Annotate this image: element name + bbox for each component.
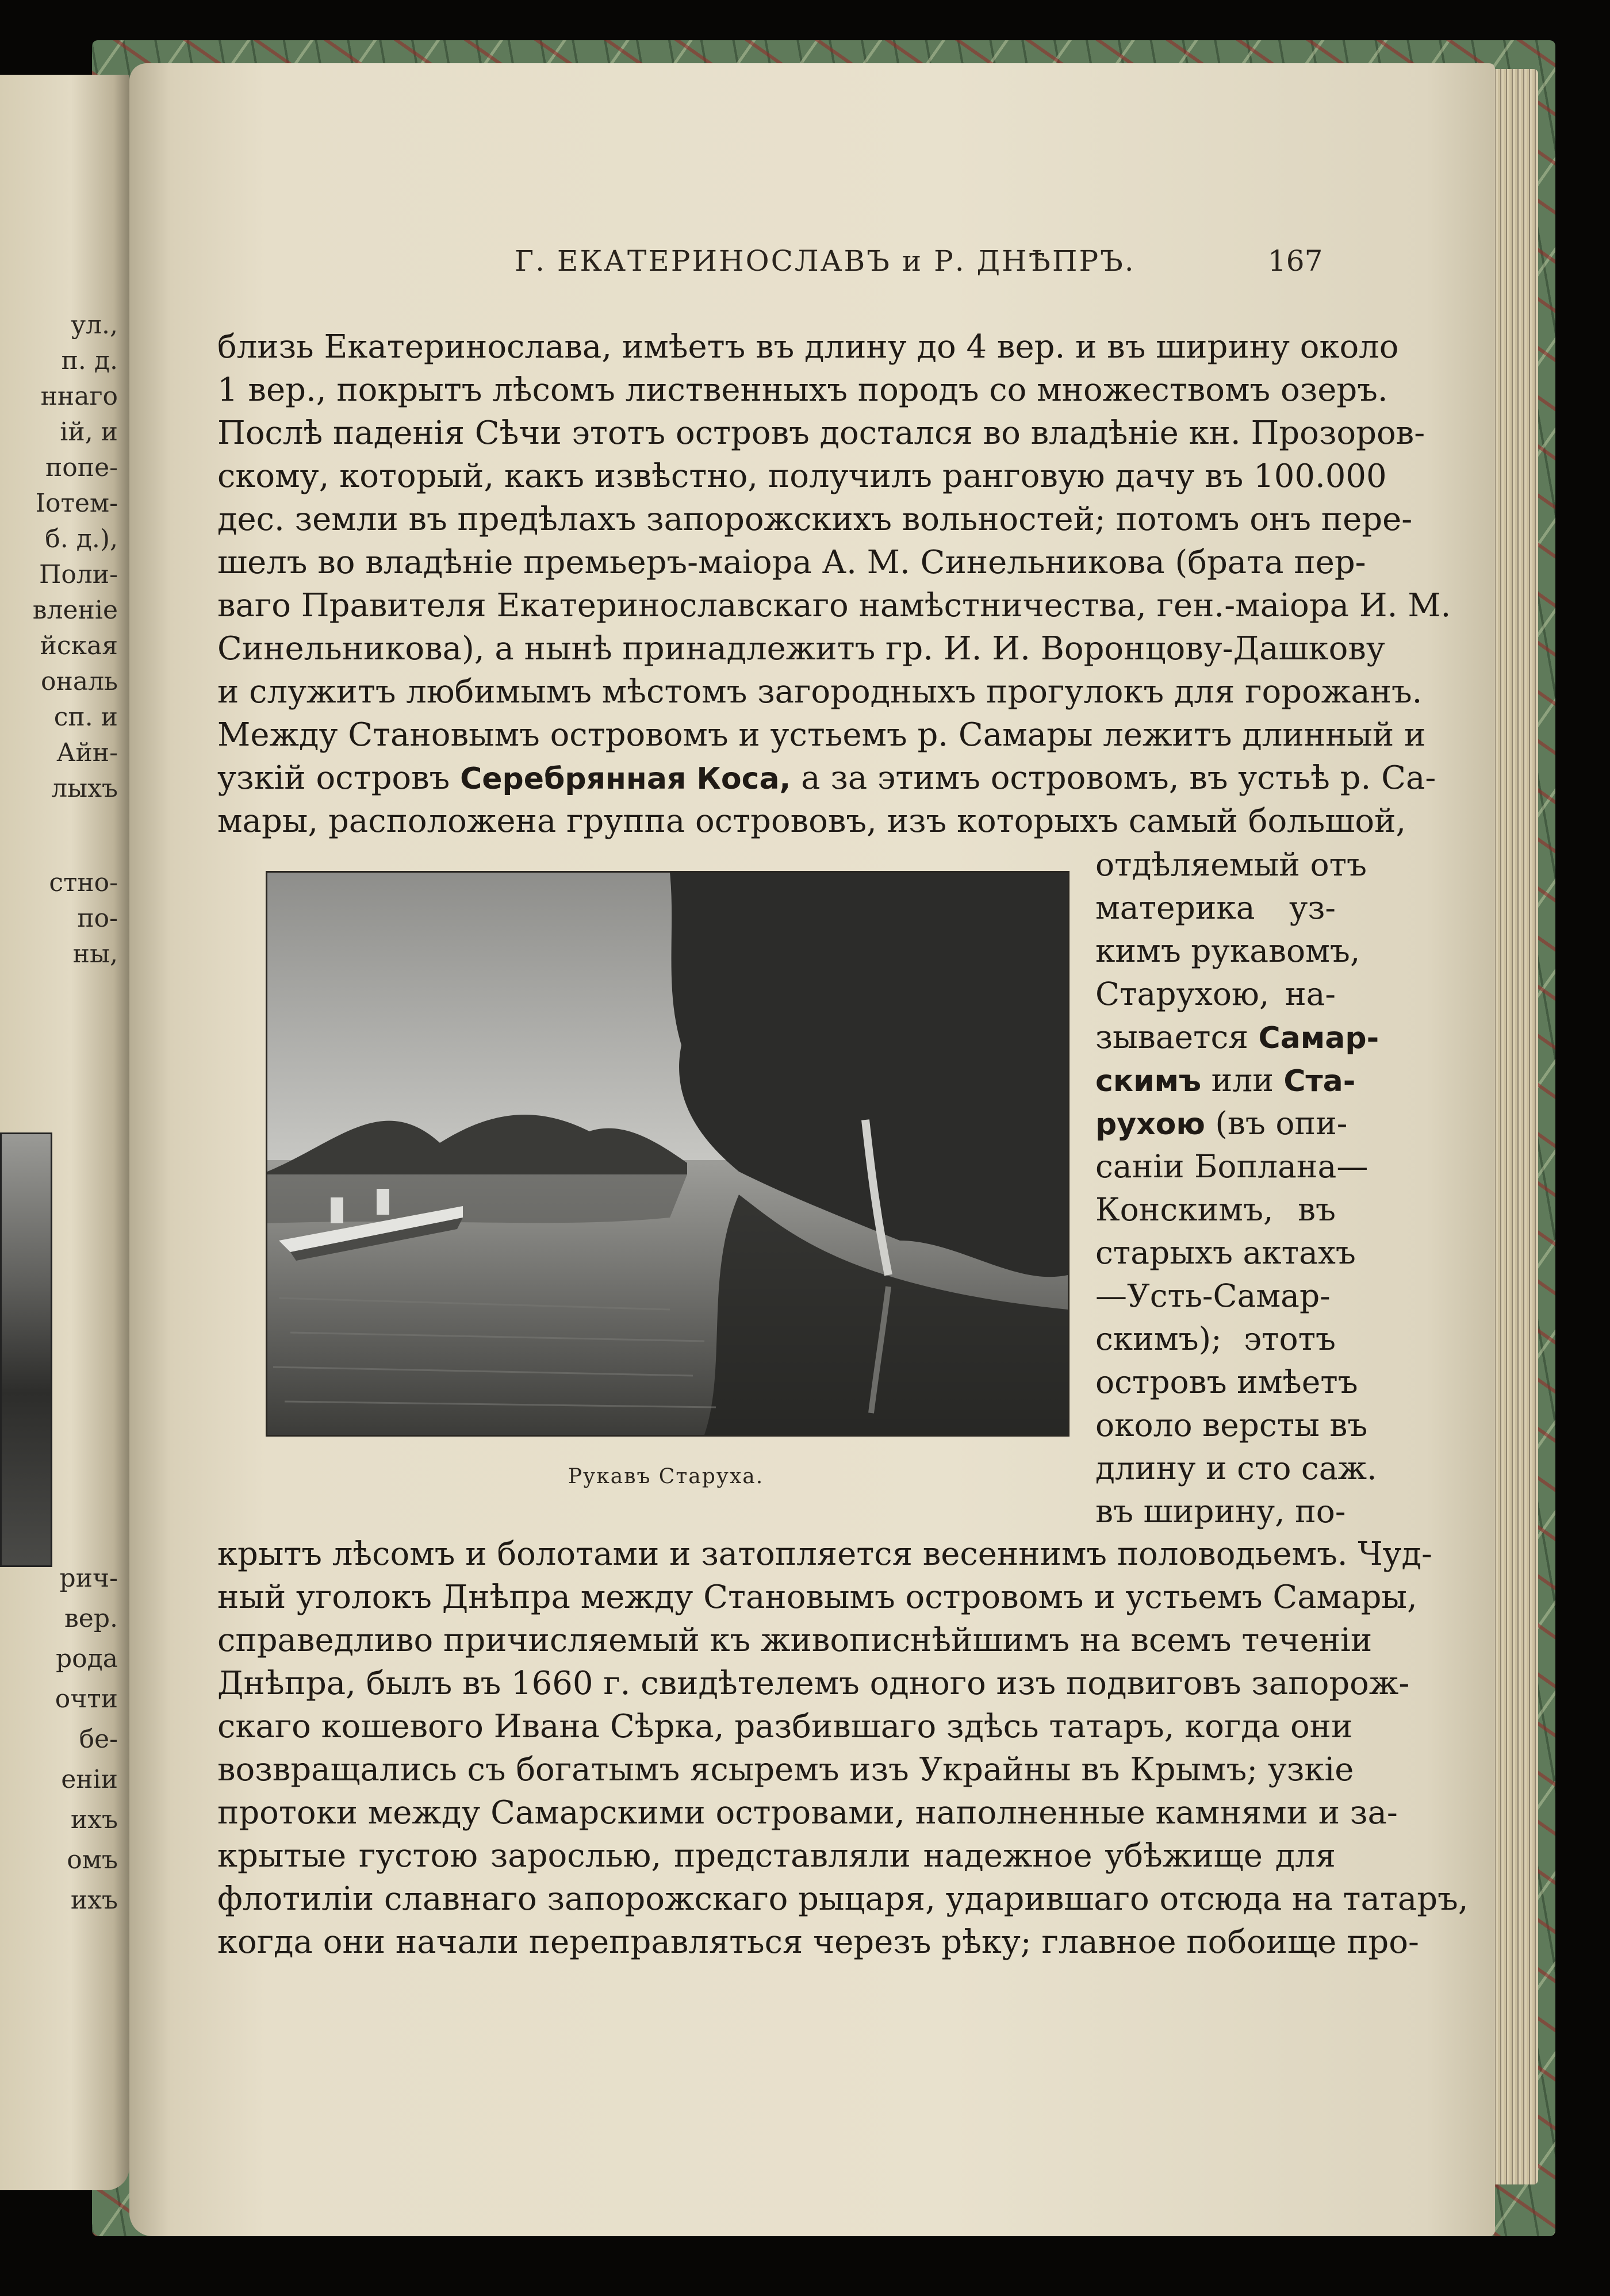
body-line: Между Становымъ островомъ и устьемъ р. Самары лежитъ длинный и [217, 716, 1426, 754]
bold-term-samarskim-end: скимъ [1095, 1064, 1202, 1099]
body-line: протоки между Самарскими островами, наполненные камнями и за- [217, 1794, 1398, 1832]
left-fragment: б. д.), [45, 524, 118, 554]
left-fragment: вленіе [32, 596, 118, 625]
left-fragment: ональ [41, 667, 118, 696]
left-fragment: п. д. [61, 346, 118, 375]
side-line: материка уз- [1095, 889, 1336, 926]
side-line: старыхъ актахъ [1095, 1234, 1356, 1271]
left-fragment: Іотем- [35, 489, 118, 518]
bold-term-serebryannaya-kosa: Серебрянная Коса, [460, 762, 791, 796]
bold-term-samarskim: Самар- [1258, 1021, 1379, 1055]
left-fragment: ихъ [70, 1805, 118, 1834]
left-fragment: попе- [45, 453, 118, 482]
body-line: возвращались съ богатымъ ясыремъ изъ Украйны въ Крымъ; узкіе [217, 1751, 1354, 1788]
side-line: саніи Боплана— [1095, 1148, 1368, 1185]
side-line: островъ имѣетъ [1095, 1364, 1358, 1400]
body-line: скому, который, какъ извѣстно, получилъ ранговую дачу въ 100.000 [217, 458, 1387, 495]
left-fragment: йская [40, 631, 118, 661]
side-line [1095, 1102, 1348, 1145]
side-text: зывается [1095, 1019, 1249, 1055]
left-fragment: Айн- [56, 738, 118, 767]
left-fragment: по- [77, 904, 118, 933]
body-line: дес. земли въ предѣлахъ запорожскихъ вольностей; потомъ онъ пере- [217, 501, 1413, 538]
left-fragment: Поли- [39, 560, 118, 589]
side-text: или [1211, 1062, 1274, 1099]
left-fragment: ны, [72, 939, 118, 969]
left-fragment: ул., [71, 310, 118, 340]
side-line [1095, 1016, 1379, 1058]
body-line: и служитъ любимымъ мѣстомъ загородныхъ прогулокъ для горожанъ. [217, 673, 1423, 711]
body-line: Днѣпра, былъ въ 1660 г. свидѣтелемъ одного изъ подвиговъ запорож- [217, 1665, 1410, 1702]
body-line: Послѣ паденія Сѣчи этотъ островъ достался во владѣніе кн. Прозоров- [217, 414, 1425, 452]
left-fragment: рич- [59, 1564, 118, 1593]
left-fragment: еніи [61, 1765, 118, 1794]
bold-term-starukhoyu: Ста- [1283, 1064, 1356, 1099]
side-line: —Усть-Самар- [1095, 1277, 1331, 1314]
river-photo [266, 871, 1070, 1437]
body-line: близь Екатеринослава, имѣетъ въ длину до 4 вер. и въ ширину около [217, 328, 1399, 366]
line11-pre: узкій островъ [217, 759, 450, 797]
side-line: отдѣляемый отъ [1095, 846, 1367, 883]
left-fragment: очти [55, 1684, 118, 1714]
body-line: флотиліи славнаго запорожскаго рыцаря, ударившаго отсюда на татаръ, [217, 1880, 1469, 1918]
body-line: крытые густою зарослью, представляли надежное убѣжище для [217, 1837, 1336, 1875]
left-fragment: лыхъ [51, 774, 118, 803]
side-line: длину и сто саж. [1095, 1450, 1377, 1487]
side-text: (въ опи- [1215, 1105, 1348, 1142]
body-line: скаго кошевого Ивана Сѣрка, разбившаго здѣсь татаръ, когда они [217, 1708, 1353, 1745]
header-title: Г. ЕКАТЕРИНОСЛАВЪ и Р. ДНѢПРЪ. [515, 244, 1136, 278]
left-fragment: ихъ [70, 1886, 118, 1915]
line11-post: а за этимъ островомъ, въ устьѣ р. Са- [801, 759, 1436, 797]
left-page-photo [0, 1132, 52, 1567]
body-line: мары, расположена группа острововъ, изъ которыхъ самый большой, [217, 803, 1406, 840]
body-line [217, 757, 1436, 800]
side-line: въ ширину, по- [1095, 1493, 1346, 1530]
side-line [1095, 1059, 1356, 1101]
left-fragment: ій, и [60, 417, 118, 447]
body-line: справедливо причисляемый къ живописнѣйшимъ на всемъ теченіи [217, 1622, 1373, 1659]
left-fragment: стно- [49, 868, 118, 897]
body-line: крытъ лѣсомъ и болотами и затопляется весеннимъ половодьемъ. Чуд- [217, 1535, 1432, 1573]
photo-caption: Рукавъ Старуха. [568, 1465, 764, 1488]
body-line: когда они начали переправляться черезъ рѣку; главное побоище про- [217, 1923, 1419, 1961]
side-line: кимъ рукавомъ, [1095, 932, 1360, 969]
left-fragment: ннаго [40, 382, 118, 411]
page-number: 167 [1268, 244, 1323, 278]
bold-term-starukhoyu-end: рухою [1095, 1107, 1205, 1142]
left-fragment: бе- [79, 1725, 118, 1754]
side-line: около версты въ [1095, 1407, 1368, 1443]
left-page [0, 75, 129, 2190]
side-line: Конскимъ, въ [1095, 1191, 1336, 1228]
body-line: Синельникова), а нынѣ принадлежитъ гр. И. И. Воронцову-Дашкову [217, 630, 1385, 667]
left-fragment: сп. и [53, 702, 118, 732]
side-line: Старухою, на- [1095, 976, 1336, 1012]
left-fragment: омъ [67, 1845, 118, 1875]
body-line: 1 вер., покрытъ лѣсомъ лиственныхъ породъ со множествомъ озеръ. [217, 371, 1388, 409]
body-line: ваго Правителя Екатеринославскаго намѣстничества, ген.-маіора И. М. [217, 587, 1451, 624]
left-fragment: вер. [64, 1604, 118, 1633]
left-fragment: рода [56, 1644, 118, 1673]
body-line: шелъ во владѣніе премьеръ-маіора А. М. Синельникова (брата пер- [217, 544, 1366, 581]
side-line: скимъ); этотъ [1095, 1320, 1336, 1357]
body-line: ный уголокъ Днѣпра между Становымъ островомъ и устьемъ Самары, [217, 1579, 1417, 1616]
